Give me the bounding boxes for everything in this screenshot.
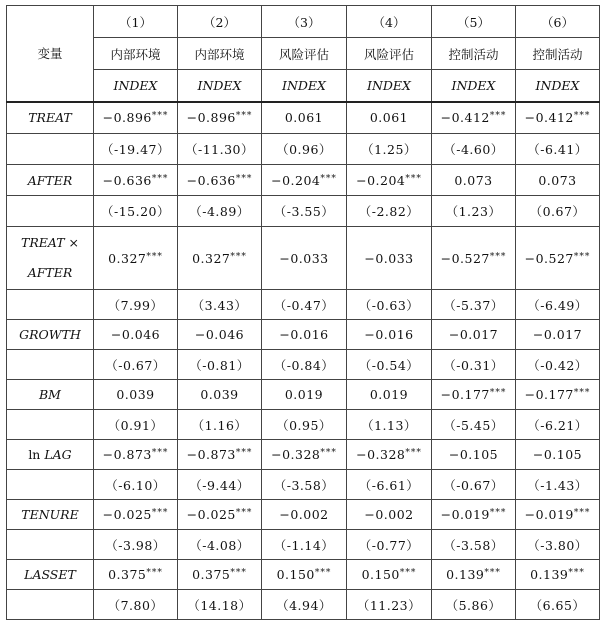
tstat-cell: （-3.80） [516, 530, 600, 560]
empty-label-cell [7, 590, 94, 620]
coef-cell [262, 560, 347, 590]
tstat-cell: （1.13） [347, 410, 432, 440]
coef-cell [432, 560, 516, 590]
coef-cell [178, 165, 262, 196]
header-row-numbers [7, 6, 600, 38]
coef-cell [347, 500, 432, 530]
col-number-4: （4） [347, 6, 432, 38]
coef-value: 0.150 [361, 567, 400, 582]
coef-value: −0.636 [102, 172, 152, 188]
col-number-6: （6） [516, 6, 600, 38]
coef-value: 0.019 [369, 387, 409, 402]
coef-cell [94, 102, 178, 134]
coef-cell [262, 380, 347, 410]
coef-cell [347, 440, 432, 470]
significance-stars: *** [235, 111, 253, 122]
coef-value: 0.150 [276, 567, 315, 582]
tstat-cell: （0.91） [94, 410, 178, 440]
tstat-cell: （-4.60） [432, 134, 516, 165]
tstat-cell: （1.23） [432, 196, 516, 227]
col-name-2: 内部环境 [178, 38, 262, 70]
empty-label-cell [7, 196, 94, 227]
coef-value: −0.412 [524, 110, 574, 126]
tstat-cell: （-11.30） [178, 134, 262, 165]
coef-cell [347, 227, 432, 290]
coef-cell [178, 560, 262, 590]
significance-stars: *** [235, 173, 253, 184]
tstat-cell: （11.23） [347, 590, 432, 620]
coef-cell [94, 440, 178, 470]
tstat-cell: （4.94） [262, 590, 347, 620]
coef-row-bm [7, 380, 600, 410]
significance-stars: *** [235, 508, 253, 518]
significance-stars: *** [151, 111, 169, 122]
tstat-cell: （0.96） [262, 134, 347, 165]
coef-row-treat [7, 102, 600, 134]
significance-stars: *** [320, 448, 337, 458]
empty-label-cell [7, 350, 94, 380]
coef-value: 0.327 [108, 250, 147, 266]
tstat-cell: （1.25） [347, 134, 432, 165]
col-number-5: （5） [432, 6, 516, 38]
empty-label-cell [7, 134, 94, 165]
significance-stars: *** [146, 568, 163, 578]
significance-stars: *** [573, 251, 591, 262]
col-name-1: 内部环境 [94, 38, 178, 70]
coef-value: −0.019 [524, 507, 574, 522]
var-label-lasset: LASSET [7, 560, 94, 590]
significance-stars: *** [320, 173, 337, 184]
tstat-row-treat-after [7, 290, 600, 320]
col-dep-1: INDEX [94, 70, 178, 102]
coef-value: −0.177 [524, 387, 574, 402]
coef-cell [94, 165, 178, 196]
significance-stars: *** [573, 388, 591, 398]
tstat-row-treat [7, 134, 600, 165]
significance-stars: *** [235, 448, 253, 458]
coef-value: −0.896 [102, 110, 152, 126]
significance-stars: *** [568, 568, 585, 578]
tstat-cell: （-5.37） [432, 290, 516, 320]
tstat-cell: （-0.81） [178, 350, 262, 380]
col-dep-2: INDEX [178, 70, 262, 102]
coef-cell [432, 380, 516, 410]
coef-value: 0.327 [192, 250, 231, 266]
coef-cell [516, 320, 600, 350]
significance-stars: *** [489, 388, 507, 398]
coef-value: −0.016 [279, 327, 329, 342]
coef-cell [262, 227, 347, 290]
coef-value: −0.873 [102, 447, 152, 462]
coef-value: −0.896 [186, 110, 236, 126]
tstat-cell: （-0.31） [432, 350, 516, 380]
coef-cell [262, 500, 347, 530]
coef-value: −0.328 [356, 447, 406, 462]
col-name-6: 控制活动 [516, 38, 600, 70]
coef-value: −0.016 [364, 327, 414, 342]
col-name-5: 控制活动 [432, 38, 516, 70]
significance-stars: *** [399, 568, 417, 578]
coef-value: 0.375 [108, 567, 147, 582]
significance-stars: *** [151, 448, 169, 458]
tstat-cell: （-0.77） [347, 530, 432, 560]
coef-value: −0.636 [186, 172, 236, 188]
tstat-cell: （14.18） [178, 590, 262, 620]
coef-value: −0.412 [440, 110, 490, 126]
tstat-cell: （-3.58） [432, 530, 516, 560]
coef-value: −0.046 [110, 327, 161, 342]
coef-cell [178, 102, 262, 134]
coef-cell [178, 500, 262, 530]
coef-value: −0.025 [186, 507, 236, 522]
coef-cell [516, 560, 600, 590]
coef-value: −0.105 [448, 447, 499, 462]
coef-value: −0.873 [186, 447, 236, 462]
tstat-cell: （-5.45） [432, 410, 516, 440]
tstat-cell: （0.67） [516, 196, 600, 227]
tstat-cell: （-2.82） [347, 196, 432, 227]
coef-value: 0.139 [446, 567, 485, 582]
coef-value: 0.073 [538, 172, 577, 188]
header-row-dependent [7, 70, 600, 102]
coef-cell [262, 165, 347, 196]
col-number-2: （2） [178, 6, 262, 38]
var-label-lnlag [7, 440, 94, 470]
coef-cell [94, 380, 178, 410]
tstat-cell: （-9.44） [178, 470, 262, 500]
tstat-cell: （-0.84） [262, 350, 347, 380]
coef-cell [432, 440, 516, 470]
empty-label-cell [7, 410, 94, 440]
coef-value: −0.527 [524, 250, 574, 266]
tstat-row-after [7, 196, 600, 227]
coef-value: −0.019 [440, 507, 490, 522]
empty-label-cell [7, 530, 94, 560]
tstat-cell: （-6.61） [347, 470, 432, 500]
coef-value: −0.002 [364, 507, 414, 522]
coef-value: 0.019 [284, 387, 324, 402]
coef-row-lasset [7, 560, 600, 590]
coef-cell [262, 102, 347, 134]
coef-cell [94, 560, 178, 590]
coef-cell [347, 165, 432, 196]
coef-row-treat-after [7, 227, 600, 290]
coef-value: −0.204 [271, 172, 321, 188]
coef-cell [516, 102, 600, 134]
coef-row-after [7, 165, 600, 196]
tstat-cell: （-0.54） [347, 350, 432, 380]
coef-cell [516, 165, 600, 196]
coef-value: −0.527 [440, 250, 490, 266]
coef-cell [178, 227, 262, 290]
coef-cell [516, 440, 600, 470]
coef-cell [178, 440, 262, 470]
coef-value: −0.177 [440, 387, 490, 402]
header-row-names [7, 38, 600, 70]
coef-cell [432, 227, 516, 290]
var-label-bm: BM [7, 380, 94, 410]
coef-value: −0.204 [356, 172, 406, 188]
coef-value: 0.061 [369, 110, 409, 126]
coef-value: −0.046 [194, 327, 245, 342]
significance-stars: *** [489, 508, 507, 518]
coef-value: 0.073 [454, 172, 493, 188]
coef-value: −0.033 [279, 250, 329, 266]
tstat-cell: （5.86） [432, 590, 516, 620]
col-name-3: 风险评估 [262, 38, 347, 70]
coef-cell [262, 440, 347, 470]
var-label-tenure: TENURE [7, 500, 94, 530]
coef-value: −0.033 [364, 250, 414, 266]
coef-cell [178, 380, 262, 410]
tstat-cell: （-6.49） [516, 290, 600, 320]
coef-cell [262, 320, 347, 350]
tstat-cell: （-4.08） [178, 530, 262, 560]
col-number-1: （1） [94, 6, 178, 38]
tstat-cell: （7.99） [94, 290, 178, 320]
coef-row-lnlag [7, 440, 600, 470]
coef-cell [516, 380, 600, 410]
tstat-cell: （-3.98） [94, 530, 178, 560]
tstat-cell: （-0.67） [94, 350, 178, 380]
significance-stars: *** [484, 568, 501, 578]
coef-cell [432, 320, 516, 350]
tstat-cell: （-3.58） [262, 470, 347, 500]
empty-label-cell [7, 290, 94, 320]
var-label-prefix: ln [28, 447, 45, 462]
tstat-cell: （-1.14） [262, 530, 347, 560]
coef-cell [347, 320, 432, 350]
var-label-line2: AFTER [27, 265, 73, 280]
coef-cell [432, 500, 516, 530]
significance-stars: *** [151, 173, 169, 184]
col-name-4: 风险评估 [347, 38, 432, 70]
significance-stars: *** [405, 448, 422, 458]
coef-value: 0.039 [200, 387, 239, 402]
tstat-row-tenure [7, 530, 600, 560]
col-dep-6: INDEX [516, 70, 600, 102]
coef-row-growth [7, 320, 600, 350]
col-dep-5: INDEX [432, 70, 516, 102]
coef-value: −0.025 [102, 507, 152, 522]
significance-stars: *** [230, 251, 247, 262]
var-label-after: AFTER [7, 165, 94, 196]
var-label-name: LAG [44, 447, 72, 462]
coef-value: −0.328 [271, 447, 321, 462]
coef-value: 0.375 [192, 567, 231, 582]
coef-cell [347, 102, 432, 134]
tstat-cell: （-0.67） [432, 470, 516, 500]
tstat-cell: （6.65） [516, 590, 600, 620]
var-label-treat: TREAT [7, 102, 94, 134]
col-dep-3: INDEX [262, 70, 347, 102]
significance-stars: *** [146, 251, 163, 262]
coef-cell [347, 560, 432, 590]
tstat-cell: （-4.89） [178, 196, 262, 227]
coef-cell [94, 320, 178, 350]
var-label-treat-after [7, 227, 94, 290]
coef-value: 0.061 [284, 110, 324, 126]
coef-cell [178, 320, 262, 350]
coef-cell [432, 165, 516, 196]
coef-value: −0.002 [279, 507, 329, 522]
var-label-growth: GROWTH [7, 320, 94, 350]
variable-header: 变量 [7, 6, 94, 102]
coef-cell [347, 380, 432, 410]
tstat-cell: （-19.47） [94, 134, 178, 165]
significance-stars: *** [573, 508, 591, 518]
tstat-cell: （-15.20） [94, 196, 178, 227]
tstat-cell: （-0.63） [347, 290, 432, 320]
tstat-row-growth [7, 350, 600, 380]
var-label-line1: TREAT × [20, 235, 79, 250]
col-number-3: （3） [262, 6, 347, 38]
tstat-cell: （1.16） [178, 410, 262, 440]
tstat-row-lasset [7, 590, 600, 620]
significance-stars: *** [489, 111, 507, 122]
coef-row-tenure [7, 500, 600, 530]
tstat-row-lnlag [7, 470, 600, 500]
coef-cell [432, 102, 516, 134]
coef-value: 0.139 [530, 567, 569, 582]
significance-stars: *** [230, 568, 247, 578]
tstat-cell: （-0.42） [516, 350, 600, 380]
tstat-cell: （-1.43） [516, 470, 600, 500]
coef-cell [516, 500, 600, 530]
coef-value: 0.039 [116, 387, 155, 402]
tstat-row-bm [7, 410, 600, 440]
coef-value: −0.017 [532, 327, 583, 342]
significance-stars: *** [489, 251, 507, 262]
tstat-cell: （-6.21） [516, 410, 600, 440]
significance-stars: *** [151, 508, 169, 518]
tstat-cell: （-3.55） [262, 196, 347, 227]
tstat-cell: （0.95） [262, 410, 347, 440]
empty-label-cell [7, 470, 94, 500]
tstat-cell: （-6.10） [94, 470, 178, 500]
regression-table [6, 5, 600, 620]
coef-cell [516, 227, 600, 290]
significance-stars: *** [314, 568, 332, 578]
coef-cell [94, 500, 178, 530]
tstat-cell: （-6.41） [516, 134, 600, 165]
tstat-cell: （3.43） [178, 290, 262, 320]
tstat-cell: （7.80） [94, 590, 178, 620]
significance-stars: *** [405, 173, 422, 184]
coef-cell [94, 227, 178, 290]
significance-stars: *** [573, 111, 591, 122]
tstat-cell: （-0.47） [262, 290, 347, 320]
coef-value: −0.017 [448, 327, 499, 342]
coef-value: −0.105 [532, 447, 583, 462]
col-dep-4: INDEX [347, 70, 432, 102]
